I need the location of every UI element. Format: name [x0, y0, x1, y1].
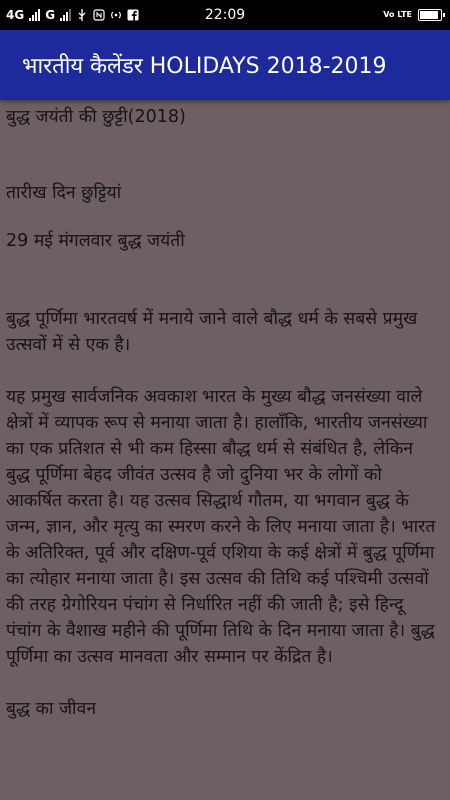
- network-type-2: G: [45, 8, 56, 22]
- paragraph-details: यह प्रमुख सार्वजनिक अवकाश भारत के मुख्य बौद्ध जनसंख्या वाले क्षेत्रों में व्यापक रूप से मनाया जाता है। हालाँकि, भारतीय जनसंख्या का एक प्रतिशत से भी कम हिस्सा बौद्ध धर्म से संबंधित है, लेकिन बुद्ध पूर्णिमा बेहद जीवंत उत्सव है जो दुनिया भर के लोगों को आकर्षित करता है। यह उत्सव सिद्धार्थ गौतम, या भगवान बुद्ध के जन्म, ज्ञान, और मृत्यु का स्मरण करने के लिए मनाया जाता है। भारत के अतिरिक्त, पूर्व और दक्षिण-पूर्व एशिया के कई क्षेत्रों में बुद्ध पूर्णिमा का त्योहार मनाया जाता है। इस उत्सव की तिथि कई पश्चिमी उत्सवों की तरह ग्रेगोरियन पंचांग से निर्धारित नहीं की जाती है; इसे हिन्दू पंचांग के वैशाख महीने की पूर्णिमा तिथि के दिन मनाया जाता है। बुद्ध पूर्णिमा का उत्सव मानवता और सम्मान पर केंद्रित है।: [6, 387, 436, 667]
- volte-icon: Vo LTE: [383, 10, 412, 19]
- network-type-1: 4G: [6, 8, 25, 22]
- section-heading-life: बुद्ध का जीवन: [6, 699, 97, 719]
- status-bar: [0, 0, 450, 30]
- app-bar: [0, 30, 450, 100]
- holiday-heading: बुद्ध जयंती की छुट्टी(2018): [6, 107, 186, 127]
- battery-icon: [418, 9, 442, 21]
- table-header: तारीख दिन छुट्टियां: [6, 183, 122, 203]
- table-row: 29 मई मंगलवार बुद्ध जयंती: [6, 231, 185, 251]
- status-time: 22:09: [204, 7, 246, 23]
- paragraph-intro: बुद्ध पूर्णिमा भारतवर्ष में मनाये जाने वाले बौद्ध धर्म के सबसे प्रमुख उत्सवों में से एक है।: [6, 309, 418, 355]
- article-content[interactable]: [6, 100, 442, 800]
- app-title: भारतीय कैलेंडर HOLIDAYS 2018-2019: [22, 54, 387, 79]
- battery-level: [420, 11, 438, 19]
- status-right-group: [383, 0, 442, 30]
